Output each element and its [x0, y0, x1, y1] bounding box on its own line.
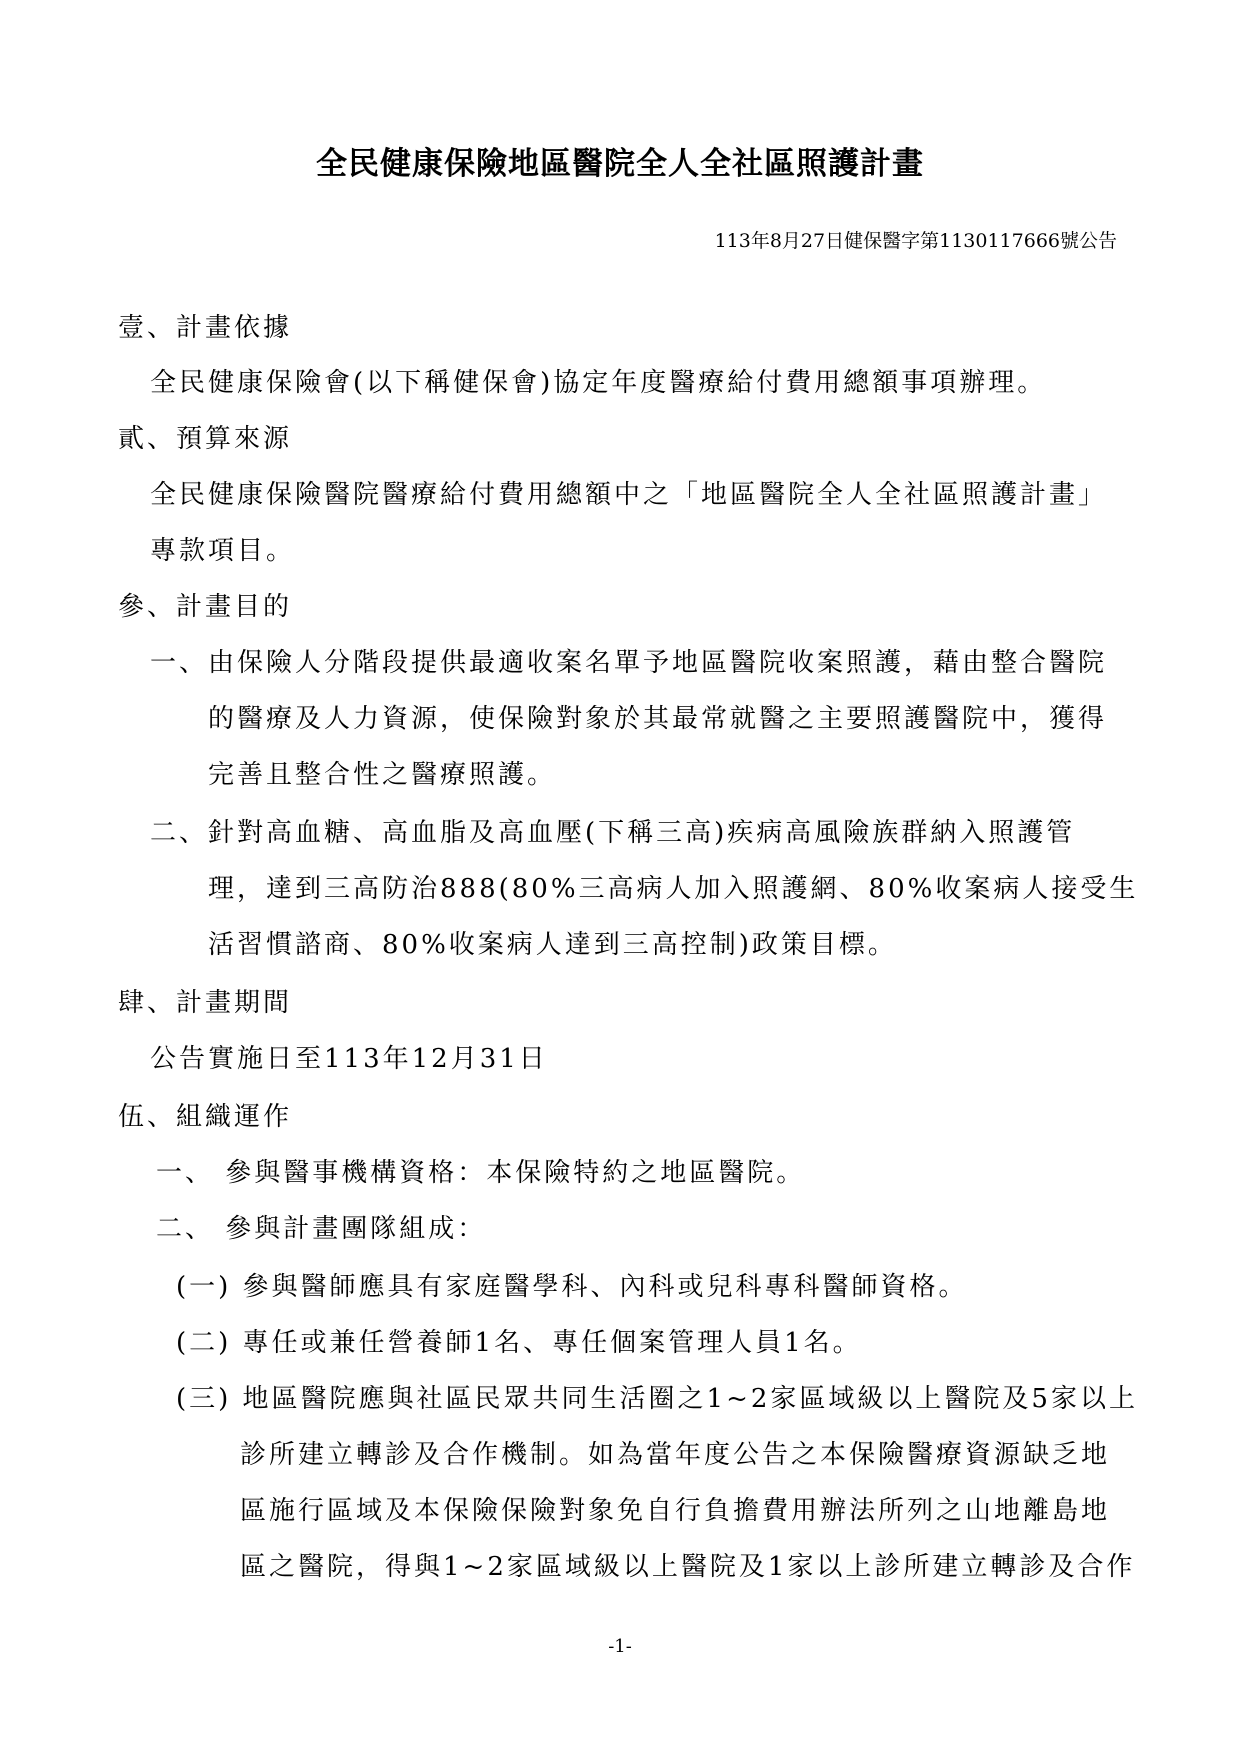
purpose-item-line: 理，達到三高防治888(80%三高病人加入照護網、80%收案病人接受生: [208, 874, 1139, 904]
section-heading-period: 肆、計畫期間: [118, 988, 293, 1018]
section-body-basis: 全民健康保險會(以下稱健保會)協定年度醫療給付費用總額事項辦理。: [150, 368, 1047, 398]
purpose-item-line: 完善且整合性之醫療照護。: [208, 760, 557, 790]
organization-subitem: (一) 參與醫師應具有家庭醫學科、內科或兒科專科醫師資格。: [176, 1272, 968, 1302]
organization-subitem: (二) 專任或兼任營養師1名、專任個案管理人員1名。: [176, 1328, 862, 1358]
organization-subitem-line: 區施行區域及本保險保險對象免自行負擔費用辦法所列之山地離島地: [240, 1496, 1111, 1526]
purpose-item-line: 二、針對高血糖、高血脂及高血壓(下稱三高)疾病高風險族群納入照護管: [150, 818, 1076, 848]
organization-subitem-line: 診所建立轉診及合作機制。如為當年度公告之本保險醫療資源缺乏地: [240, 1440, 1111, 1470]
purpose-item-line: 活習慣諮商、80%收案病人達到三高控制)政策目標。: [208, 930, 897, 960]
organization-subitem: (三) 地區醫院應與社區民眾共同生活圈之1~2家區域級以上醫院及5家以上: [176, 1384, 1138, 1414]
section-heading-purpose: 參、計畫目的: [118, 592, 293, 622]
page-number: -1-: [608, 1636, 632, 1657]
announcement-reference: 113年8月27日健保醫字第1130117666號公告: [714, 230, 1117, 252]
section-body-period: 公告實施日至113年12月31日: [150, 1044, 548, 1074]
document-title: 全民健康保險地區醫院全人全社區照護計畫: [316, 146, 924, 182]
purpose-item-line: 的醫療及人力資源，使保險對象於其最常就醫之主要照護醫院中，獲得: [208, 704, 1108, 734]
purpose-item-line: 一、由保險人分階段提供最適收案名單予地區醫院收案照護，藉由整合醫院: [150, 648, 1108, 678]
section-heading-basis: 壹、計畫依據: [118, 313, 293, 343]
section-body-budget-line: 專款項目。: [150, 536, 296, 566]
section-heading-budget: 貳、預算來源: [118, 424, 293, 454]
section-body-budget-line: 全民健康保險醫院醫療給付費用總額中之「地區醫院全人全社區照護計畫」: [150, 480, 1108, 510]
organization-subitem-line: 區之醫院，得與1~2家區域級以上醫院及1家以上診所建立轉診及合作: [240, 1552, 1136, 1582]
organization-item: 二、 參與計畫團隊組成：: [156, 1214, 487, 1244]
organization-item: 一、 參與醫事機構資格：本保險特約之地區醫院。: [156, 1158, 806, 1188]
section-heading-organization: 伍、組織運作: [118, 1102, 293, 1132]
